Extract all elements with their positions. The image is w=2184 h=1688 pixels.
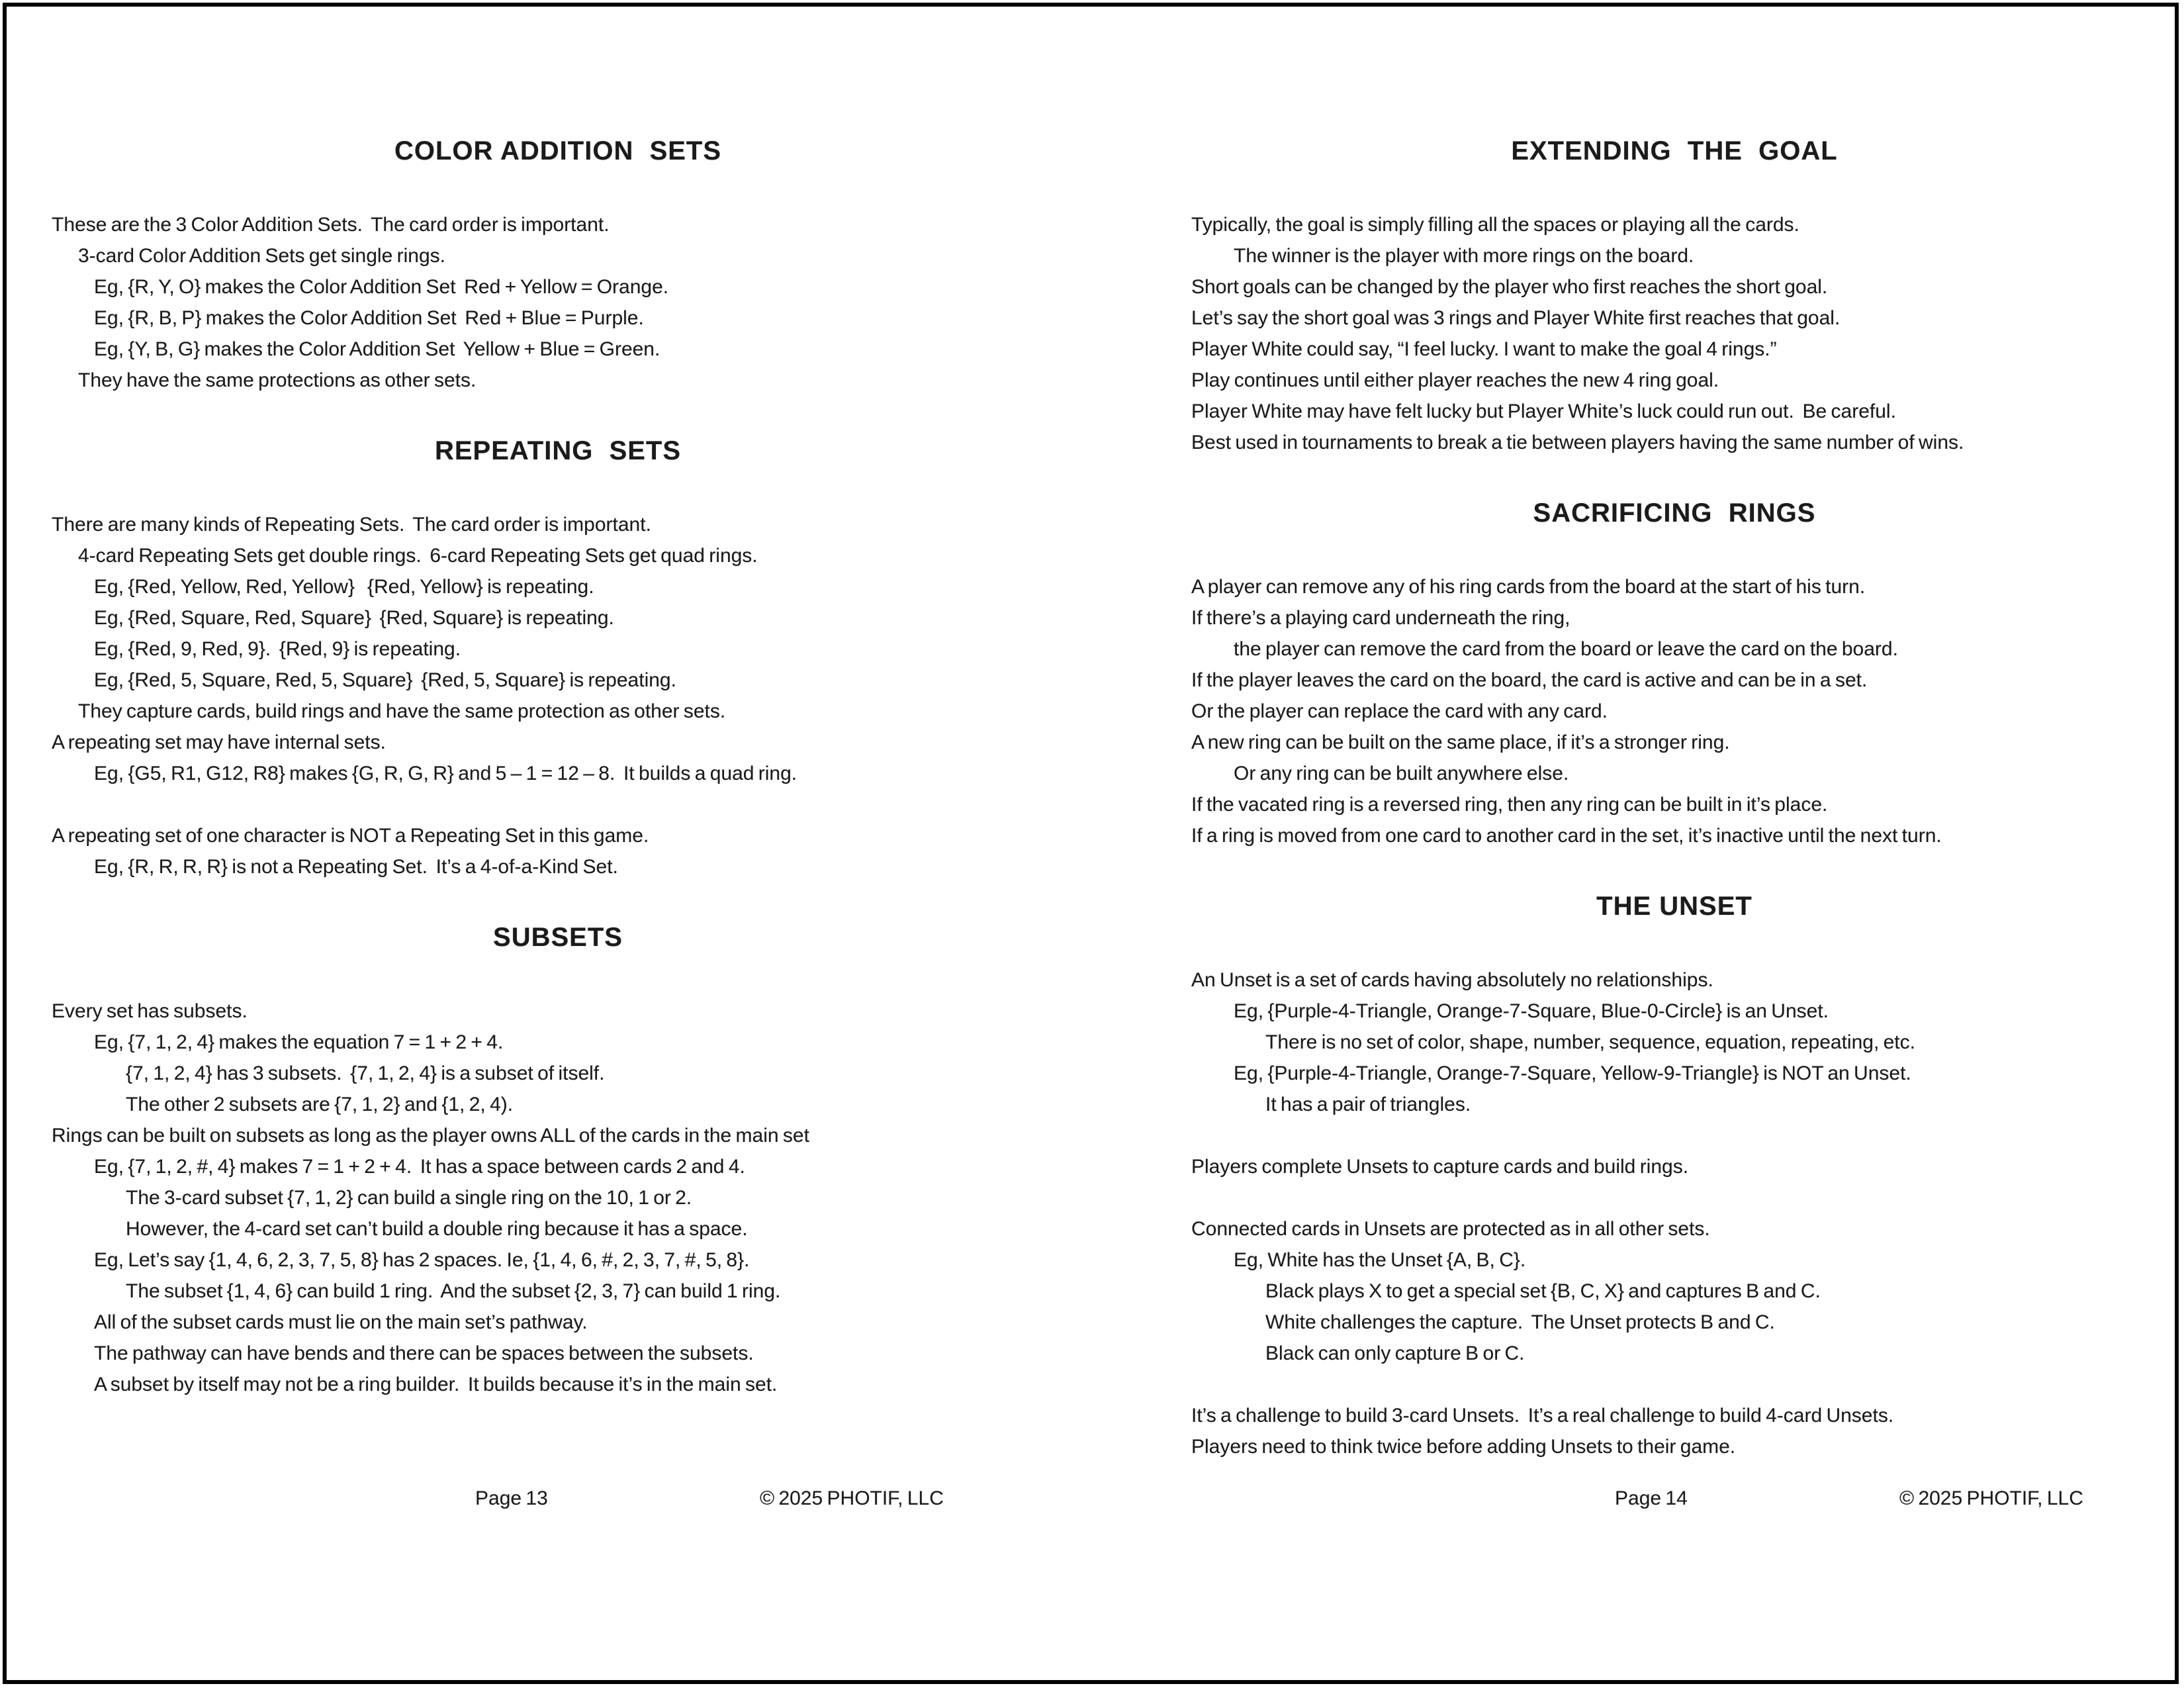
text-line: The winner is the player with more rings on the board. bbox=[1234, 245, 1694, 267]
text-line: Eg, {Red, Square, Red, Square} {Red, Square} is repeating. bbox=[94, 607, 614, 629]
section-title: THE UNSET bbox=[1596, 892, 1752, 921]
text-line: Eg, {Purple-4-Triangle, Orange-7-Square, Blue-0-Circle} is an Unset. bbox=[1234, 1000, 1829, 1022]
text-line: If the player leaves the card on the board, the card is active and can be in a set. bbox=[1191, 669, 1868, 691]
text-line: Let’s say the short goal was 3 rings and Player White first reaches that goal. bbox=[1191, 307, 1841, 329]
text-line: Play continues until either player reaches the new 4 ring goal. bbox=[1191, 369, 1719, 391]
text-line: All of the subset cards must lie on the main set’s pathway. bbox=[94, 1311, 588, 1333]
text-line: Black plays X to get a special set {B, C, X} and captures B and C. bbox=[1265, 1280, 1821, 1302]
text-line: It’s a challenge to build 3-card Unsets. It’s a real challenge to build 4-card Unsets. bbox=[1191, 1405, 1894, 1427]
page-number: Page 13 bbox=[475, 1487, 548, 1509]
section-title: EXTENDING THE GOAL bbox=[1511, 136, 1838, 165]
text-line: Or the player can replace the card with any card. bbox=[1191, 700, 1608, 722]
text-line: Eg, {Purple-4-Triangle, Orange-7-Square, Yellow-9-Triangle} is NOT an Unset. bbox=[1234, 1062, 1911, 1084]
text-line: White challenges the capture. The Unset protects B and C. bbox=[1265, 1311, 1775, 1333]
copyright-notice: © 2025 PHOTIF, LLC bbox=[760, 1487, 944, 1509]
text-line: Players complete Unsets to capture cards and build rings. bbox=[1191, 1156, 1689, 1178]
text-line: There is no set of color, shape, number, sequence, equation, repeating, etc. bbox=[1265, 1031, 1915, 1053]
text-line: An Unset is a set of cards having absolutely no relationships. bbox=[1191, 969, 1713, 991]
text-line: Best used in tournaments to break a tie between players having the same number of wins. bbox=[1191, 432, 1964, 453]
text-line: The other 2 subsets are {7, 1, 2} and {1, 2, 4). bbox=[126, 1094, 514, 1115]
text-line: A subset by itself may not be a ring builder. It builds because it’s in the main set. bbox=[94, 1374, 778, 1395]
text-line: If a ring is moved from one card to another card in the set, it’s inactive until the next turn. bbox=[1191, 825, 1942, 847]
text-line: There are many kinds of Repeating Sets. The card order is important. bbox=[52, 514, 651, 536]
text-line: The 3-card subset {7, 1, 2} can build a single ring on the 10, 1 or 2. bbox=[126, 1187, 692, 1209]
text-line: The pathway can have bends and there can be spaces between the subsets. bbox=[94, 1342, 754, 1364]
text-line: Short goals can be changed by the player who first reaches the short goal. bbox=[1191, 276, 1828, 298]
text-line: However, the 4-card set can’t build a double ring because it has a space. bbox=[126, 1218, 748, 1240]
text-line: Black can only capture B or C. bbox=[1265, 1342, 1525, 1364]
text-line: Typically, the goal is simply filling all the spaces or playing all the cards. bbox=[1191, 214, 1799, 236]
text-line: Eg, Let’s say {1, 4, 6, 2, 3, 7, 5, 8} has 2 spaces. Ie, {1, 4, 6, #, 2, 3, 7, #, 5, 8}. bbox=[94, 1249, 750, 1271]
text-line: Eg, {Red, Yellow, Red, Yellow} {Red, Yellow} is repeating. bbox=[94, 576, 594, 598]
section-title: REPEATING SETS bbox=[434, 436, 682, 465]
text-line: Eg, {7, 1, 2, #, 4} makes 7 = 1 + 2 + 4. It has a space between cards 2 and 4. bbox=[94, 1156, 745, 1178]
text-line: A repeating set may have internal sets. bbox=[52, 731, 386, 753]
text-line: If the vacated ring is a reversed ring, then any ring can be built in it’s place. bbox=[1191, 794, 1828, 816]
text-line: {7, 1, 2, 4} has 3 subsets. {7, 1, 2, 4} is a subset of itself. bbox=[126, 1062, 605, 1084]
text-line: Eg, {Y, B, G} makes the Color Addition Set Yellow + Blue = Green. bbox=[94, 338, 660, 360]
section-title: SACRIFICING RINGS bbox=[1533, 498, 1816, 528]
text-line: Eg, White has the Unset {A, B, C}. bbox=[1234, 1249, 1526, 1271]
text-line: Eg, {Red, 5, Square, Red, 5, Square} {Red, 5, Square} is repeating. bbox=[94, 669, 676, 691]
section-title: COLOR ADDITION SETS bbox=[394, 136, 722, 165]
text-line: Player White could say, “I feel lucky. I want to make the goal 4 rings.” bbox=[1191, 338, 1777, 360]
section-title: SUBSETS bbox=[493, 923, 623, 952]
text-line: Players need to think twice before adding Unsets to their game. bbox=[1191, 1436, 1736, 1458]
text-line: 3-card Color Addition Sets get single rings. bbox=[78, 245, 445, 267]
text-line: A player can remove any of his ring cards from the board at the start of his turn. bbox=[1191, 576, 1866, 598]
text-line: Eg, {G5, R1, G12, R8} makes {G, R, G, R} and 5 – 1 = 12 – 8. It builds a quad ring. bbox=[94, 763, 797, 784]
text-line: 4-card Repeating Sets get double rings. 6-card Repeating Sets get quad rings. bbox=[78, 545, 758, 567]
text-line: The subset {1, 4, 6} can build 1 ring. And the subset {2, 3, 7} can build 1 ring. bbox=[126, 1280, 781, 1302]
text-line: Eg, {7, 1, 2, 4} makes the equation 7 = 1 + 2 + 4. bbox=[94, 1031, 504, 1053]
text-line: If there’s a playing card underneath the ring, bbox=[1191, 607, 1570, 629]
text-line: A new ring can be built on the same place, if it’s a stronger ring. bbox=[1191, 731, 1730, 753]
text-line: Eg, {Red, 9, Red, 9}. {Red, 9} is repeating. bbox=[94, 638, 461, 660]
text-line: Connected cards in Unsets are protected as in all other sets. bbox=[1191, 1218, 1710, 1240]
page-13-content bbox=[52, 0, 1064, 1400]
page-14-content bbox=[1191, 0, 2158, 1462]
text-line: Eg, {R, Y, O} makes the Color Addition Set Red + Yellow = Orange. bbox=[94, 276, 669, 298]
text-line: Eg, {R, B, P} makes the Color Addition Set Red + Blue = Purple. bbox=[94, 307, 644, 329]
page-14 bbox=[1191, 0, 2158, 1688]
text-line: Eg, {R, R, R, R} is not a Repeating Set. It’s a 4-of-a-Kind Set. bbox=[94, 856, 618, 878]
text-line: Player White may have felt lucky but Player White’s luck could run out. Be careful. bbox=[1191, 400, 1896, 422]
text-line: Or any ring can be built anywhere else. bbox=[1234, 763, 1569, 784]
text-line: the player can remove the card from the board or leave the card on the board. bbox=[1234, 638, 1898, 660]
text-line: These are the 3 Color Addition Sets. The card order is important. bbox=[52, 214, 610, 236]
text-line: Rings can be built on subsets as long as the player owns ALL of the cards in the main set bbox=[52, 1125, 809, 1147]
text-line: They capture cards, build rings and have the same protection as other sets. bbox=[78, 700, 726, 722]
text-line: A repeating set of one character is NOT a Repeating Set in this game. bbox=[52, 825, 649, 847]
text-line: Every set has subsets. bbox=[52, 1000, 248, 1022]
text-line: It has a pair of triangles. bbox=[1265, 1094, 1471, 1115]
page-13 bbox=[52, 0, 1064, 1688]
text-line: They have the same protections as other sets. bbox=[78, 369, 477, 391]
copyright-notice: © 2025 PHOTIF, LLC bbox=[1899, 1487, 2083, 1509]
page-number: Page 14 bbox=[1615, 1487, 1688, 1509]
